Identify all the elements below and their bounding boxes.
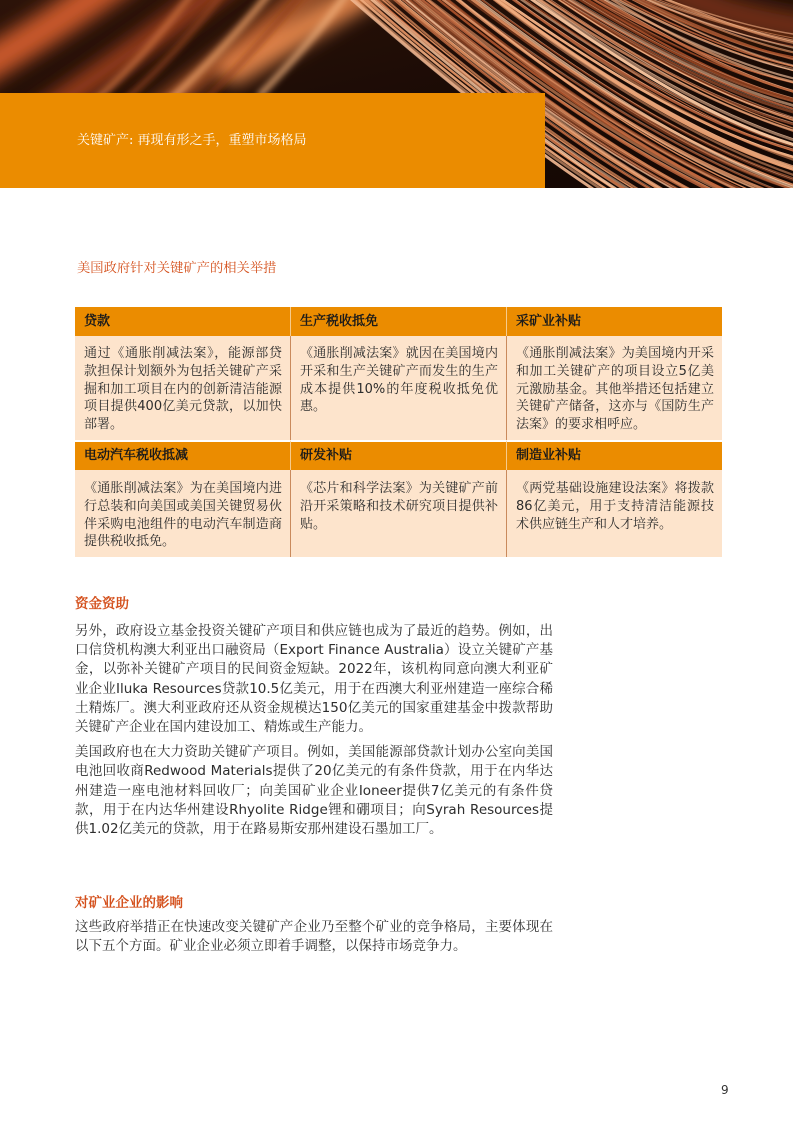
table-header-rd-subsidy: 研发补贴 — [291, 440, 507, 470]
table-header-mining-subsidy: 采矿业补贴 — [507, 307, 722, 336]
table-header-ev-tax-credit: 电动汽车税收抵减 — [75, 440, 291, 470]
table-cell-production-tax-credit: 《通胀削减法案》就因在美国境内开采和生产关键矿产而发生的生产成本提供10%的年度税收抵免优惠。 — [291, 336, 507, 440]
impact-heading: 对矿业企业的影响 — [75, 895, 183, 911]
report-title: 关键矿产: 再现有形之手，重塑市场格局 — [77, 133, 307, 148]
funding-paragraph: 另外，政府设立基金投资关键矿产项目和供应链也成为了最近的趋势。例如，出口信贷机构澳大利亚出口融资局（Export Finance Australia）设立关键矿产基金，以弥补关键矿产项目的民间资金短缺。2022年，该机构同意向澳大利亚矿业企业Iluka Resources贷款10.5亿美元，用于在西澳大利亚州建造一座综合稀土精炼厂。澳大利亚政府还从资金规模达150亿美元的国家重建基金中拨款帮助关键矿产企业在国内建设加工、精炼或生产能力。 — [75, 623, 553, 736]
table-cell-loans: 通过《通胀削减法案》，能源部贷款担保计划额外为包括关键矿产采掘和加工项目在内的创新清洁能源项目提供400亿美元贷款，以加快部署。 — [75, 336, 291, 440]
table-cell-rd-subsidy: 《芯片和科学法案》为关键矿产前沿开采策略和技术研究项目提供补贴。 — [291, 470, 507, 557]
table-cell-ev-tax-credit: 《通胀削减法案》为在美国境内进行总装和向美国或美国关键贸易伙伴采购电池组件的电动汽车制造商提供税收抵免。 — [75, 470, 291, 557]
impact-paragraph: 这些政府举措正在快速改变关键矿产企业乃至整个矿业的竞争格局，主要体现在以下五个方面。矿业企业必须立即着手调整，以保持市场竞争力。 — [75, 919, 553, 955]
table-header-manufacturing-subsidy: 制造业补贴 — [507, 440, 722, 470]
funding-body — [75, 622, 553, 845]
impact-body — [75, 918, 553, 962]
funding-heading: 资金资助 — [75, 596, 129, 612]
measures-section-title: 美国政府针对关键矿产的相关举措 — [77, 261, 277, 276]
funding-paragraph: 美国政府也在大力资助关键矿产项目。例如，美国能源部贷款计划办公室向美国电池回收商Redwood Materials提供了20亿美元的有条件贷款，用于在内华达州建造一座电池材料回收厂；向美国矿业企业Ioneer提供7亿美元的有条件贷款，用于在内达华州建设Rhyolite Ridge锂和硼项目；向Syrah Resources提供1.02亿美元的贷款，用于在路易斯安那州建设石墨加工厂。 — [75, 744, 553, 838]
table-cell-mining-subsidy: 《通胀削减法案》为美国境内开采和加工关键矿产的项目设立5亿美元激励基金。其他举措还包括建立关键矿产储备，这亦与《国防生产法案》的要求相呼应。 — [507, 336, 722, 440]
table-header-production-tax-credit: 生产税收抵免 — [291, 307, 507, 336]
page-number: 9 — [721, 1083, 729, 1097]
table-cell-manufacturing-subsidy: 《两党基础设施建设法案》将拨款86亿美元，用于支持清洁能源技术供应链生产和人才培养。 — [507, 470, 722, 557]
title-banner — [0, 93, 545, 188]
table-header-loans: 贷款 — [75, 307, 291, 336]
measures-table — [75, 307, 722, 557]
